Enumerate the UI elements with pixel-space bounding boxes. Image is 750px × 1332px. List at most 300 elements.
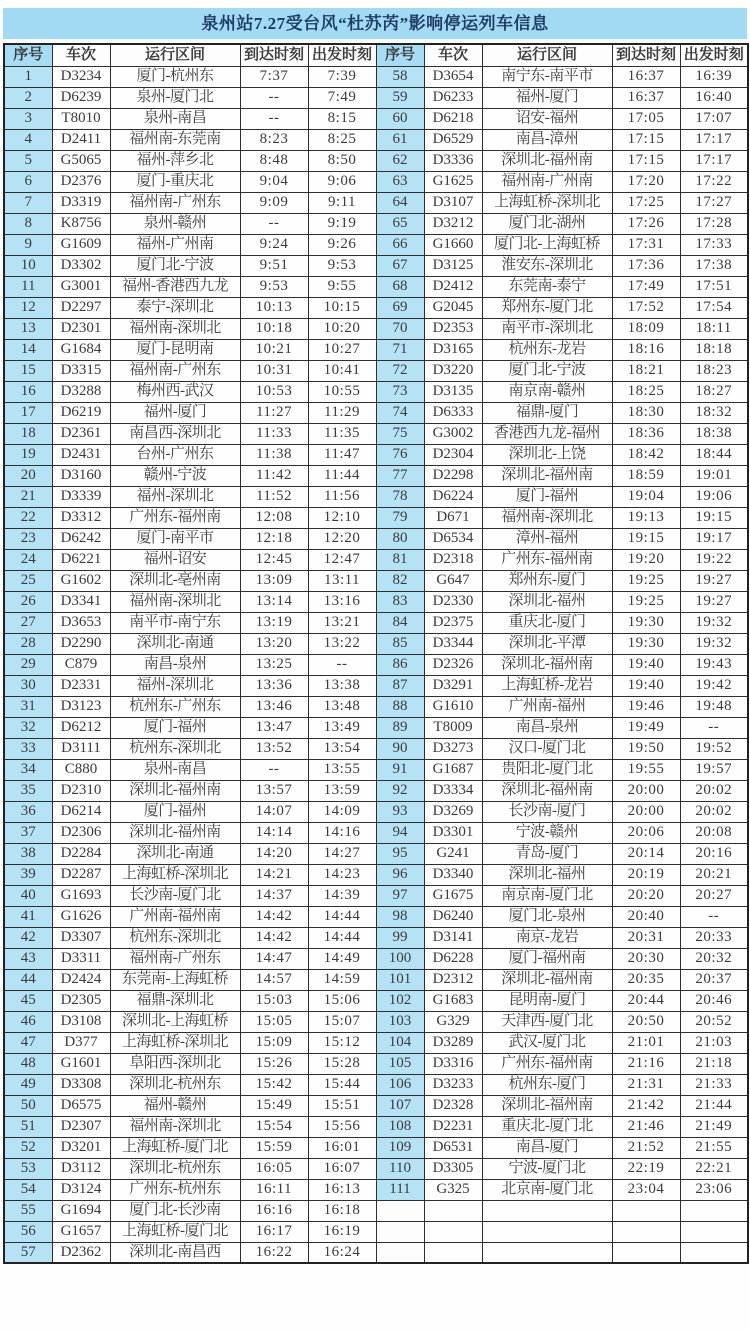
- seq-cell: 77: [376, 465, 424, 486]
- train-code-cell: G1684: [52, 339, 110, 360]
- departure-cell: 11:29: [308, 402, 376, 423]
- route-cell: 北京南-厦门北: [482, 1179, 612, 1200]
- arrival-cell: 11:27: [240, 402, 308, 423]
- seq-cell: 86: [376, 654, 424, 675]
- departure-cell: 15:51: [308, 1095, 376, 1116]
- seq-cell: 93: [376, 801, 424, 822]
- route-cell: 长沙南-厦门: [482, 801, 612, 822]
- train-code-cell: G1602: [52, 570, 110, 591]
- seq-cell: 20: [4, 465, 52, 486]
- arrival-cell: 15:03: [240, 990, 308, 1011]
- seq-cell: 78: [376, 486, 424, 507]
- departure-cell: 17:38: [680, 255, 748, 276]
- route-cell: 上海虹桥-厦门北: [110, 1137, 240, 1158]
- arrival-cell: 20:40: [612, 906, 680, 927]
- table-row: [4, 759, 748, 780]
- route-cell: 深圳北-平潭: [482, 633, 612, 654]
- seq-cell: 67: [376, 255, 424, 276]
- departure-cell: 20:37: [680, 969, 748, 990]
- train-code-cell: D6534: [424, 528, 482, 549]
- train-code-cell: D6221: [52, 549, 110, 570]
- seq-cell: 102: [376, 990, 424, 1011]
- column-header-seq: 序号: [4, 44, 52, 66]
- table-row: [4, 906, 748, 927]
- table-row: [4, 486, 748, 507]
- empty-cell: [680, 1242, 748, 1263]
- departure-cell: 14:23: [308, 864, 376, 885]
- train-code-cell: G1625: [424, 171, 482, 192]
- departure-cell: 7:49: [308, 87, 376, 108]
- route-cell: 广州南-福州南: [110, 906, 240, 927]
- seq-cell: 83: [376, 591, 424, 612]
- arrival-cell: 21:16: [612, 1053, 680, 1074]
- table-row: [4, 423, 748, 444]
- departure-cell: 15:06: [308, 990, 376, 1011]
- departure-cell: 20:27: [680, 885, 748, 906]
- arrival-cell: 13:46: [240, 696, 308, 717]
- seq-cell: 2: [4, 87, 52, 108]
- departure-cell: 19:48: [680, 696, 748, 717]
- departure-cell: 17:28: [680, 213, 748, 234]
- train-code-cell: D6212: [52, 717, 110, 738]
- column-header-arrival: 到达时刻: [612, 44, 680, 66]
- empty-cell: [424, 1200, 482, 1221]
- departure-cell: 20:16: [680, 843, 748, 864]
- table-row: [4, 780, 748, 801]
- arrival-cell: 8:48: [240, 150, 308, 171]
- seq-cell: 15: [4, 360, 52, 381]
- departure-cell: 20:02: [680, 780, 748, 801]
- route-cell: 厦门-昆明南: [110, 339, 240, 360]
- departure-cell: 16:19: [308, 1221, 376, 1242]
- departure-cell: 19:15: [680, 507, 748, 528]
- empty-cell: [482, 1242, 612, 1263]
- route-cell: 南京南-厦门北: [482, 885, 612, 906]
- seq-cell: 63: [376, 171, 424, 192]
- train-code-cell: G5065: [52, 150, 110, 171]
- seq-cell: 1: [4, 66, 52, 87]
- arrival-cell: 17:26: [612, 213, 680, 234]
- arrival-cell: 18:59: [612, 465, 680, 486]
- train-code-cell: D2307: [52, 1116, 110, 1137]
- route-cell: 福州-厦门: [110, 402, 240, 423]
- route-cell: 福州-广州南: [110, 234, 240, 255]
- route-cell: 厦门-南平市: [110, 528, 240, 549]
- seq-cell: 13: [4, 318, 52, 339]
- departure-cell: 19:42: [680, 675, 748, 696]
- departure-cell: 20:52: [680, 1011, 748, 1032]
- train-code-cell: D2304: [424, 444, 482, 465]
- train-code-cell: D6333: [424, 402, 482, 423]
- departure-cell: 21:03: [680, 1032, 748, 1053]
- seq-cell: 8: [4, 213, 52, 234]
- departure-cell: 10:27: [308, 339, 376, 360]
- train-code-cell: D377: [52, 1032, 110, 1053]
- route-cell: 厦门北-湖州: [482, 213, 612, 234]
- table-row: [4, 717, 748, 738]
- table-row: [4, 570, 748, 591]
- departure-cell: 13:22: [308, 633, 376, 654]
- train-code-cell: D3288: [52, 381, 110, 402]
- table-row: [4, 738, 748, 759]
- departure-cell: 22:21: [680, 1158, 748, 1179]
- train-code-cell: D3220: [424, 360, 482, 381]
- empty-cell: [376, 1221, 424, 1242]
- train-code-cell: G1675: [424, 885, 482, 906]
- departure-cell: 14:39: [308, 885, 376, 906]
- table-row: [4, 927, 748, 948]
- train-code-cell: D3308: [52, 1074, 110, 1095]
- route-cell: 深圳北-南通: [110, 843, 240, 864]
- seq-cell: 94: [376, 822, 424, 843]
- seq-cell: 16: [4, 381, 52, 402]
- departure-cell: 19:32: [680, 612, 748, 633]
- route-cell: 厦门-杭州东: [110, 66, 240, 87]
- seq-cell: 70: [376, 318, 424, 339]
- arrival-cell: 23:04: [612, 1179, 680, 1200]
- arrival-cell: 13:36: [240, 675, 308, 696]
- route-cell: 广州东-福州南: [110, 507, 240, 528]
- route-cell: 长沙南-厦门北: [110, 885, 240, 906]
- train-code-cell: D3340: [424, 864, 482, 885]
- seq-cell: 84: [376, 612, 424, 633]
- departure-cell: 9:55: [308, 276, 376, 297]
- table-row: [4, 591, 748, 612]
- route-cell: 福州-深圳北: [110, 675, 240, 696]
- seq-cell: 6: [4, 171, 52, 192]
- departure-cell: 20:46: [680, 990, 748, 1011]
- arrival-cell: 17:15: [612, 129, 680, 150]
- arrival-cell: 19:55: [612, 759, 680, 780]
- column-header-train-code: 车次: [424, 44, 482, 66]
- route-cell: 南昌-泉州: [110, 654, 240, 675]
- route-cell: 深圳北-福州南: [110, 780, 240, 801]
- departure-cell: 8:15: [308, 108, 376, 129]
- table-row: [4, 864, 748, 885]
- seq-cell: 65: [376, 213, 424, 234]
- route-cell: 深圳北-南昌西: [110, 1242, 240, 1263]
- departure-cell: 21:49: [680, 1116, 748, 1137]
- route-cell: 深圳北-亳州南: [110, 570, 240, 591]
- arrival-cell: 19:30: [612, 633, 680, 654]
- departure-cell: 13:16: [308, 591, 376, 612]
- arrival-cell: 20:44: [612, 990, 680, 1011]
- arrival-cell: 17:25: [612, 192, 680, 213]
- departure-cell: 14:27: [308, 843, 376, 864]
- table-row: [4, 108, 748, 129]
- seq-cell: 50: [4, 1095, 52, 1116]
- departure-cell: 18:32: [680, 402, 748, 423]
- arrival-cell: 18:30: [612, 402, 680, 423]
- seq-cell: 95: [376, 843, 424, 864]
- departure-cell: 11:35: [308, 423, 376, 444]
- table-row: [4, 1032, 748, 1053]
- route-cell: 郑州东-厦门北: [482, 297, 612, 318]
- train-code-cell: D2305: [52, 990, 110, 1011]
- route-cell: 深圳北-福州南: [110, 822, 240, 843]
- departure-cell: 17:51: [680, 276, 748, 297]
- departure-cell: 19:17: [680, 528, 748, 549]
- arrival-cell: --: [240, 759, 308, 780]
- column-header-arrival: 到达时刻: [240, 44, 308, 66]
- table-row: [4, 885, 748, 906]
- seq-cell: 57: [4, 1242, 52, 1263]
- train-code-cell: D2290: [52, 633, 110, 654]
- seq-cell: 22: [4, 507, 52, 528]
- route-cell: 香港西九龙-福州: [482, 423, 612, 444]
- route-cell: 广州南-福州: [482, 696, 612, 717]
- arrival-cell: 18:09: [612, 318, 680, 339]
- route-cell: 福州-萍乡北: [110, 150, 240, 171]
- departure-cell: 19:27: [680, 591, 748, 612]
- seq-cell: 106: [376, 1074, 424, 1095]
- route-cell: 昆明南-厦门: [482, 990, 612, 1011]
- departure-cell: 17:27: [680, 192, 748, 213]
- route-cell: 福州-诏安: [110, 549, 240, 570]
- route-cell: 南昌-泉州: [482, 717, 612, 738]
- train-table-header: [4, 44, 748, 66]
- train-code-cell: D3141: [424, 927, 482, 948]
- arrival-cell: 11:52: [240, 486, 308, 507]
- seq-cell: 25: [4, 570, 52, 591]
- train-code-cell: D2298: [424, 465, 482, 486]
- route-cell: 福州-厦门: [482, 87, 612, 108]
- arrival-cell: 10:21: [240, 339, 308, 360]
- arrival-cell: 20:14: [612, 843, 680, 864]
- route-cell: 厦门-重庆北: [110, 171, 240, 192]
- arrival-cell: 9:51: [240, 255, 308, 276]
- arrival-cell: 13:09: [240, 570, 308, 591]
- arrival-cell: 13:19: [240, 612, 308, 633]
- arrival-cell: 20:50: [612, 1011, 680, 1032]
- seq-cell: 19: [4, 444, 52, 465]
- train-code-cell: D2361: [52, 423, 110, 444]
- departure-cell: 14:44: [308, 906, 376, 927]
- departure-cell: 20:33: [680, 927, 748, 948]
- seq-cell: 29: [4, 654, 52, 675]
- route-cell: 深圳北-福州南: [482, 150, 612, 171]
- seq-cell: 73: [376, 381, 424, 402]
- arrival-cell: 22:19: [612, 1158, 680, 1179]
- departure-cell: 13:55: [308, 759, 376, 780]
- departure-cell: 17:07: [680, 108, 748, 129]
- arrival-cell: 21:31: [612, 1074, 680, 1095]
- departure-cell: 16:39: [680, 66, 748, 87]
- seq-cell: 92: [376, 780, 424, 801]
- departure-cell: 11:47: [308, 444, 376, 465]
- table-row: [4, 1011, 748, 1032]
- arrival-cell: 19:25: [612, 591, 680, 612]
- route-cell: 厦门北-长沙南: [110, 1200, 240, 1221]
- seq-cell: 17: [4, 402, 52, 423]
- route-cell: 诏安-福州: [482, 108, 612, 129]
- route-cell: 梅州西-武汉: [110, 381, 240, 402]
- seq-cell: 7: [4, 192, 52, 213]
- table-row: [4, 66, 748, 87]
- train-code-cell: G1660: [424, 234, 482, 255]
- seq-cell: 39: [4, 864, 52, 885]
- route-cell: 厦门-福州: [110, 717, 240, 738]
- arrival-cell: 18:36: [612, 423, 680, 444]
- empty-cell: [482, 1221, 612, 1242]
- departure-cell: 19:32: [680, 633, 748, 654]
- train-code-cell: D2412: [424, 276, 482, 297]
- departure-cell: 15:44: [308, 1074, 376, 1095]
- departure-cell: 13:21: [308, 612, 376, 633]
- empty-cell: [482, 1200, 612, 1221]
- train-code-cell: D2431: [52, 444, 110, 465]
- arrival-cell: 18:21: [612, 360, 680, 381]
- arrival-cell: 17:15: [612, 150, 680, 171]
- route-cell: 福州-深圳北: [110, 486, 240, 507]
- seq-cell: 35: [4, 780, 52, 801]
- arrival-cell: 19:25: [612, 570, 680, 591]
- arrival-cell: 15:26: [240, 1053, 308, 1074]
- arrival-cell: 14:47: [240, 948, 308, 969]
- seq-cell: 91: [376, 759, 424, 780]
- arrival-cell: 16:11: [240, 1179, 308, 1200]
- departure-cell: 8:50: [308, 150, 376, 171]
- train-code-cell: G1657: [52, 1221, 110, 1242]
- departure-cell: 15:56: [308, 1116, 376, 1137]
- seq-cell: 58: [376, 66, 424, 87]
- seq-cell: 81: [376, 549, 424, 570]
- seq-cell: 98: [376, 906, 424, 927]
- arrival-cell: 12:18: [240, 528, 308, 549]
- table-row: [4, 1158, 748, 1179]
- train-code-cell: D3316: [424, 1053, 482, 1074]
- train-code-cell: G3002: [424, 423, 482, 444]
- route-cell: 福州-香港西九龙: [110, 276, 240, 297]
- header-row: [4, 44, 748, 66]
- table-row: [4, 696, 748, 717]
- arrival-cell: 14:14: [240, 822, 308, 843]
- departure-cell: 18:27: [680, 381, 748, 402]
- table-row: [4, 507, 748, 528]
- arrival-cell: 14:20: [240, 843, 308, 864]
- seq-cell: 85: [376, 633, 424, 654]
- route-cell: 福州南-深圳北: [482, 507, 612, 528]
- seq-cell: 4: [4, 129, 52, 150]
- departure-cell: 20:08: [680, 822, 748, 843]
- empty-cell: [680, 1200, 748, 1221]
- arrival-cell: 19:04: [612, 486, 680, 507]
- departure-cell: 13:11: [308, 570, 376, 591]
- departure-cell: 18:18: [680, 339, 748, 360]
- table-row: [4, 171, 748, 192]
- train-table-body: [4, 66, 748, 1263]
- departure-cell: 17:17: [680, 150, 748, 171]
- arrival-cell: 13:52: [240, 738, 308, 759]
- table-row: [4, 381, 748, 402]
- train-code-cell: D2353: [424, 318, 482, 339]
- departure-cell: 11:56: [308, 486, 376, 507]
- arrival-cell: 10:53: [240, 381, 308, 402]
- seq-cell: 38: [4, 843, 52, 864]
- arrival-cell: 13:57: [240, 780, 308, 801]
- arrival-cell: 17:36: [612, 255, 680, 276]
- route-cell: 福州南-广州东: [110, 948, 240, 969]
- seq-cell: 109: [376, 1137, 424, 1158]
- route-cell: 杭州东-广州东: [110, 696, 240, 717]
- seq-cell: 71: [376, 339, 424, 360]
- route-cell: 杭州东-深圳北: [110, 927, 240, 948]
- arrival-cell: 16:37: [612, 66, 680, 87]
- arrival-cell: 16:17: [240, 1221, 308, 1242]
- table-row: [4, 1242, 748, 1263]
- departure-cell: 21:33: [680, 1074, 748, 1095]
- table-row: [4, 129, 748, 150]
- arrival-cell: 20:06: [612, 822, 680, 843]
- table-row: [4, 402, 748, 423]
- arrival-cell: 13:25: [240, 654, 308, 675]
- arrival-cell: 15:49: [240, 1095, 308, 1116]
- route-cell: 福州南-广州东: [110, 360, 240, 381]
- train-code-cell: C880: [52, 759, 110, 780]
- departure-cell: 17:22: [680, 171, 748, 192]
- arrival-cell: 11:42: [240, 465, 308, 486]
- table-row: [4, 1116, 748, 1137]
- train-code-cell: D3289: [424, 1032, 482, 1053]
- table-row: [4, 234, 748, 255]
- route-cell: 南昌-漳州: [482, 129, 612, 150]
- departure-cell: 11:44: [308, 465, 376, 486]
- table-row: [4, 801, 748, 822]
- train-code-cell: D2301: [52, 318, 110, 339]
- arrival-cell: 20:30: [612, 948, 680, 969]
- train-code-cell: D2362: [52, 1242, 110, 1263]
- arrival-cell: 17:31: [612, 234, 680, 255]
- train-code-cell: G647: [424, 570, 482, 591]
- table-row: [4, 969, 748, 990]
- seq-cell: 66: [376, 234, 424, 255]
- seq-cell: 103: [376, 1011, 424, 1032]
- arrival-cell: 17:05: [612, 108, 680, 129]
- route-cell: 福州南-广州东: [110, 192, 240, 213]
- departure-cell: 15:12: [308, 1032, 376, 1053]
- table-row: [4, 1053, 748, 1074]
- seq-cell: 110: [376, 1158, 424, 1179]
- seq-cell: 33: [4, 738, 52, 759]
- departure-cell: 20:32: [680, 948, 748, 969]
- table-row: [4, 150, 748, 171]
- departure-cell: 19:52: [680, 738, 748, 759]
- table-row: [4, 549, 748, 570]
- departure-cell: 13:54: [308, 738, 376, 759]
- train-code-cell: G1683: [424, 990, 482, 1011]
- empty-cell: [612, 1242, 680, 1263]
- departure-cell: 9:19: [308, 213, 376, 234]
- table-row: [4, 213, 748, 234]
- train-code-cell: D2330: [424, 591, 482, 612]
- seq-cell: 90: [376, 738, 424, 759]
- departure-cell: 21:44: [680, 1095, 748, 1116]
- table-row: [4, 990, 748, 1011]
- train-code-cell: G1626: [52, 906, 110, 927]
- seq-cell: 48: [4, 1053, 52, 1074]
- seq-cell: 28: [4, 633, 52, 654]
- departure-cell: 10:20: [308, 318, 376, 339]
- departure-cell: 14:59: [308, 969, 376, 990]
- train-code-cell: D3123: [52, 696, 110, 717]
- route-cell: 郑州东-厦门: [482, 570, 612, 591]
- train-code-cell: C879: [52, 654, 110, 675]
- departure-cell: 9:26: [308, 234, 376, 255]
- arrival-cell: 20:00: [612, 801, 680, 822]
- arrival-cell: 15:42: [240, 1074, 308, 1095]
- empty-cell: [424, 1221, 482, 1242]
- table-row: [4, 1200, 748, 1221]
